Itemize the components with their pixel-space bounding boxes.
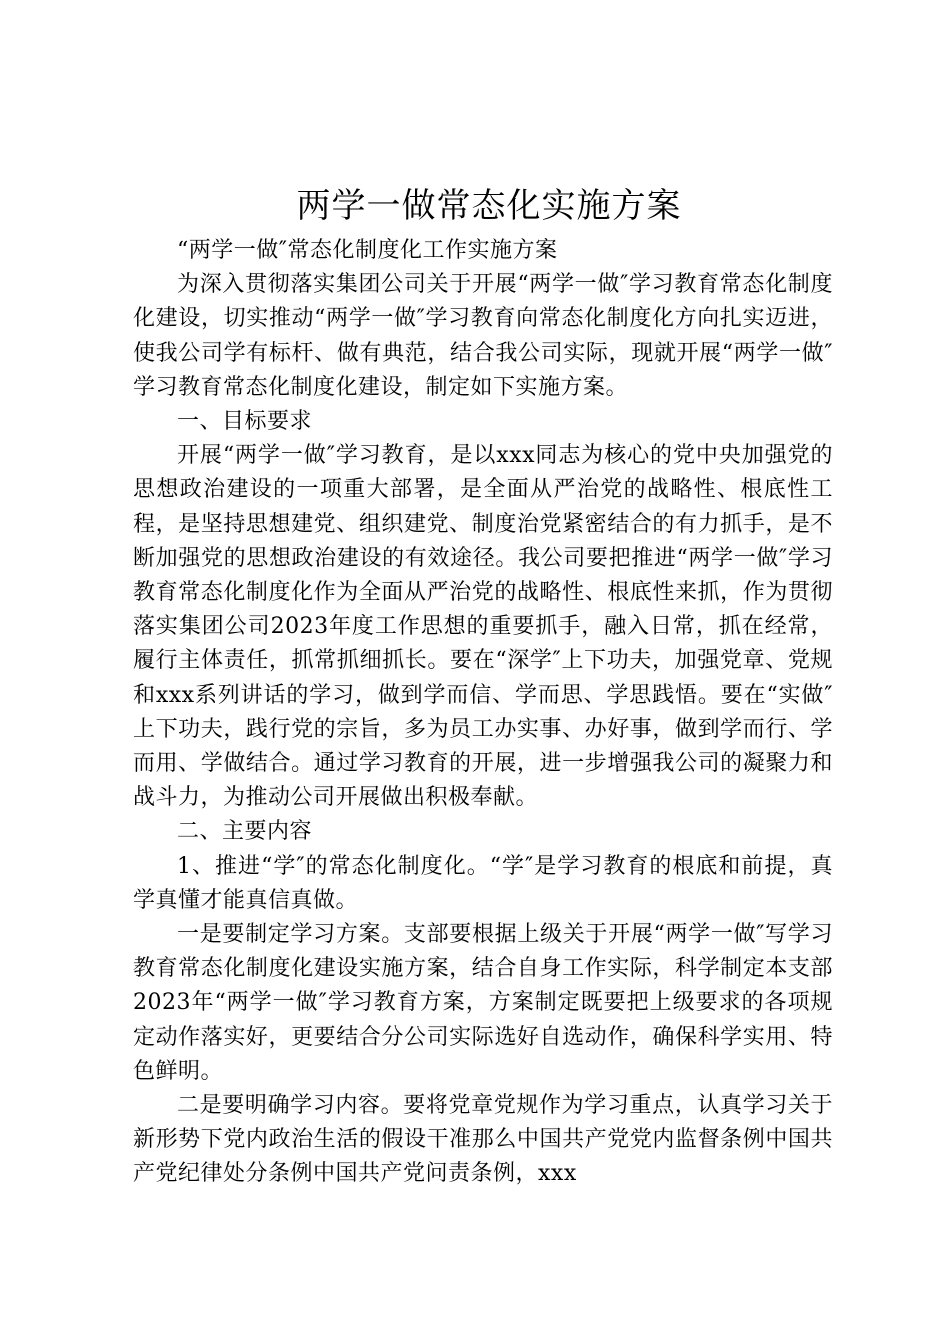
- content-item-1: 1、推进“学″的常态化制度化。“学″是学习教育的根底和前提，真学真懂才能真信真做。: [133, 853, 833, 913]
- content-item-plan: 一是要制定学习方案。支部要根据上级关于开展“两学一做″写学习教育常态化制度化建设实施方案，结合自身工作实际，科学制定本支部2023年“两学一做″学习教育方案，方案制定既要把上级要求的各项规定动作落实好，更要结合分公司实际选好自选动作，确保科学实用、特色鲜明。: [133, 922, 833, 1084]
- section-heading-goals: 一、目标要求: [177, 409, 313, 435]
- section-heading-content: 二、主要内容: [177, 819, 313, 845]
- subtitle-paragraph: “两学一做″常态化制度化工作实施方案: [177, 238, 558, 263]
- intro-paragraph: 为深入贯彻落实集团公司关于开展“两学一做″学习教育常态化制度化建设，切实推动“两学一做″学习教育向常态化制度化方向扎实迈进，使我公司学有标杆、做有典范，结合我公司实际，现就开展“两学一做″学习教育常态化制度化建设，制定如下实施方案。: [133, 272, 833, 400]
- content-item-study: 二是要明确学习内容。要将党章党规作为学习重点，认真学习关于新形势下党内政治生活的假设干准那么中国共产党党内监督条例中国共产党纪律处分条例中国共产党问责条例，xxx: [133, 1093, 833, 1187]
- document-page: [133, 178, 833, 1192]
- document-title: 两学一做常态化实施方案: [296, 186, 682, 226]
- goals-paragraph: 开展“两学一做″学习教育，是以xxx同志为核心的党中央加强党的思想政治建设的一项重大部署，是全面从严治党的战略性、根底性工程，是坚持思想建党、组织建党、制度治党紧密结合的有力抓手，是不断加强党的思想政治建设的有效途径。我公司要把推进“两学一做″学习教育常态化制度化作为全面从严治党的战略性、根底性来抓，作为贯彻落实集团公司2023年度工作思想的重要抓手，融入日常，抓在经常，履行主体责任，抓常抓细抓长。要在“深学″上下功夫，加强党章、党规和xxx系列讲话的学习，做到学而信、学而思、学思践悟。要在“实做″上下功夫，践行党的宗旨，多为员工办实事、办好事，做到学而行、学而用、学做结合。通过学习教育的开展，进一步增强我公司的凝聚力和战斗力，为推动公司开展做出积极奉献。: [133, 443, 833, 811]
